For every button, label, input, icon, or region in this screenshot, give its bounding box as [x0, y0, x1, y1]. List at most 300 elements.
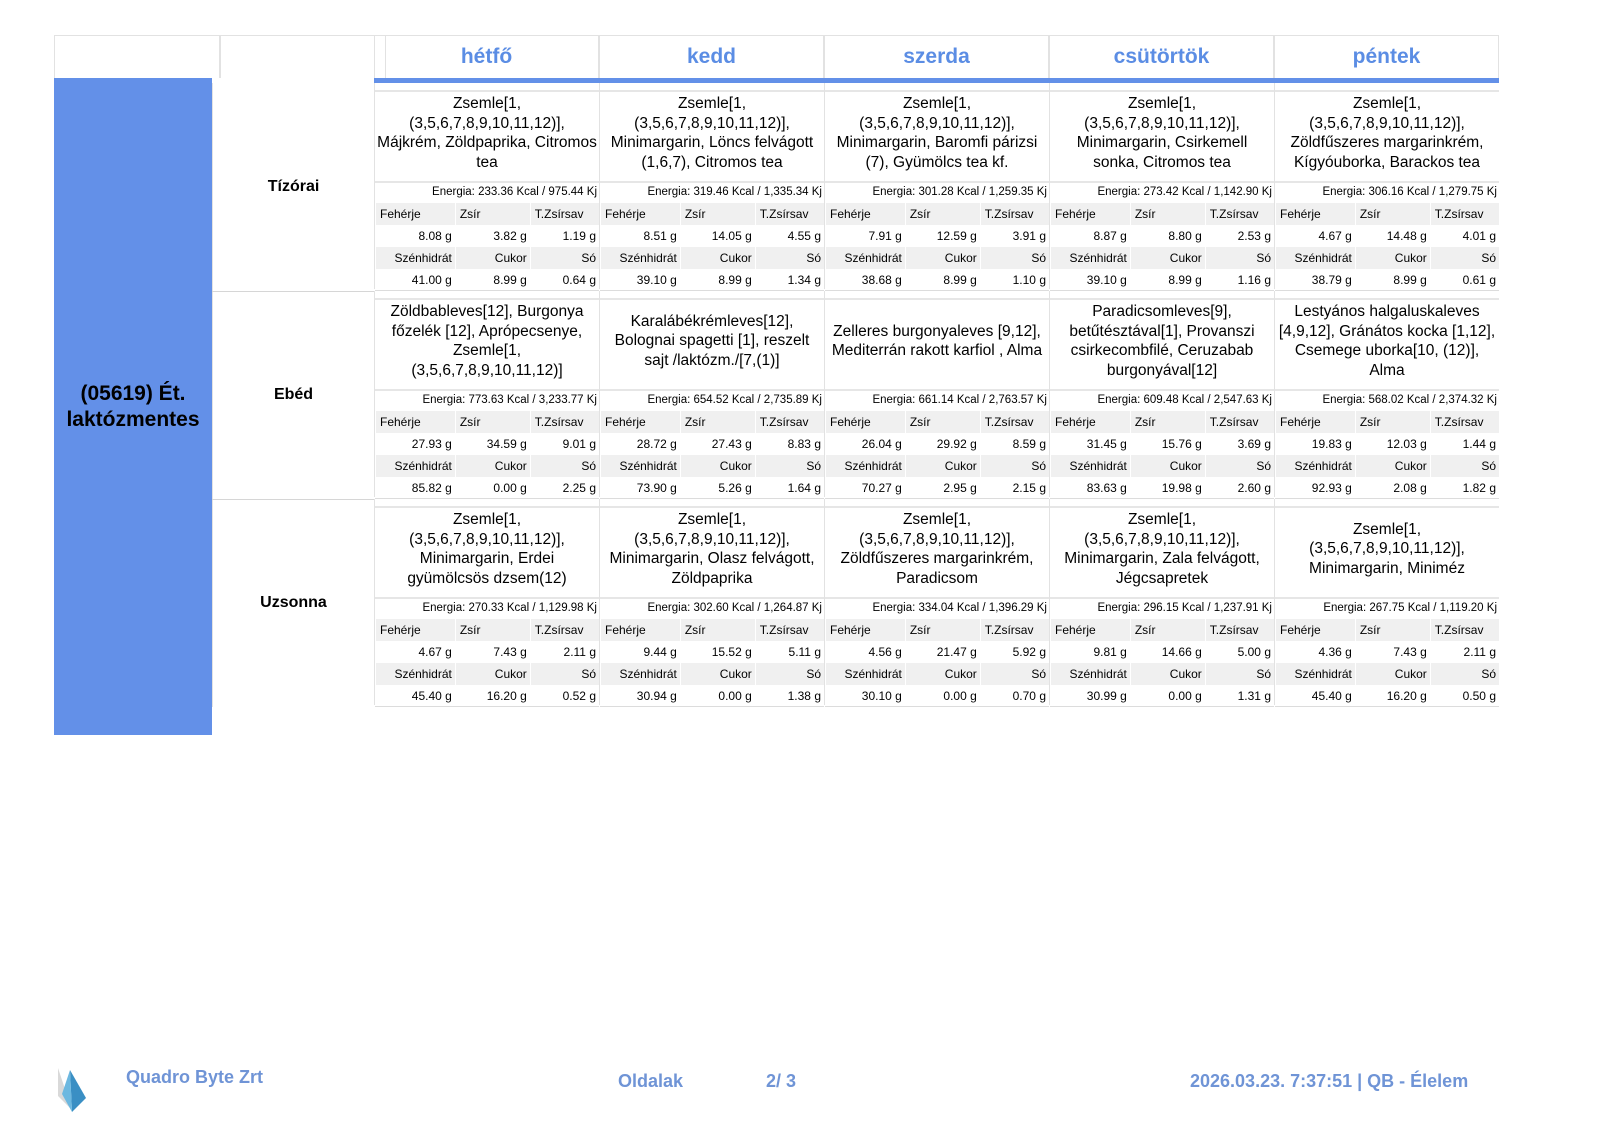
- meal-separator: [212, 499, 374, 500]
- nutrient-label-row-cell: T.Zsírsav: [755, 411, 824, 433]
- nutrient-value-row-cell: 8.99 g: [1355, 269, 1430, 291]
- nutrient-value-row-cell: 1.38 g: [755, 685, 824, 707]
- nutrient-label-row-cell: Zsír: [905, 619, 980, 641]
- menu-cell: [824, 499, 1049, 705]
- energy-value: Energia: 273.42 Kcal / 1,142.90 Kj: [1050, 181, 1274, 202]
- nutrient-value-row-cell: 1.82 g: [1430, 477, 1499, 499]
- nutrient-label-row: [825, 619, 1049, 641]
- menu-description: Zelleres burgonyaleves [9,12], Mediterrán rakott karfiol , Alma: [831, 322, 1043, 359]
- nutrient-label-row-cell: Só: [755, 455, 824, 477]
- nutrient-value-row-cell: 1.16 g: [1205, 269, 1274, 291]
- nutrient-label-row: [1275, 619, 1499, 641]
- menu-cell: [824, 83, 1049, 289]
- menu-cell: [1274, 499, 1499, 705]
- nutrient-value-row: [600, 641, 824, 663]
- nutrient-value-row: [1275, 641, 1499, 663]
- nutrient-value-row: [825, 641, 1049, 663]
- nutrient-label-row-cell: Zsír: [1130, 203, 1205, 225]
- nutrient-label-row-cell: Szénhidrát: [375, 663, 455, 685]
- nutrient-value-row-cell: 0.52 g: [530, 685, 599, 707]
- nutrient-label-row-cell: T.Zsírsav: [530, 203, 599, 225]
- meal-separator: [212, 291, 374, 292]
- nutrient-label-row: [600, 455, 824, 477]
- nutrient-value-row-cell: 38.68 g: [825, 269, 905, 291]
- energy-value: Energia: 306.16 Kcal / 1,279.75 Kj: [1275, 181, 1499, 202]
- nutrient-label-row-cell: Fehérje: [1275, 203, 1355, 225]
- nutrient-label-row-cell: Só: [980, 455, 1049, 477]
- nutrient-label-row-cell: Szénhidrát: [600, 247, 680, 269]
- nutrient-value-row-cell: 8.99 g: [905, 269, 980, 291]
- meal-name: Uzsonna: [212, 499, 374, 707]
- energy-value: Energia: 296.15 Kcal / 1,237.91 Kj: [1050, 597, 1274, 618]
- nutrient-label-row: [375, 411, 599, 433]
- nutrient-label-row: [600, 619, 824, 641]
- nutrient-value-row-cell: 34.59 g: [455, 433, 530, 455]
- day-header: hétfő: [374, 35, 599, 78]
- nutrient-label-row-cell: Cukor: [1130, 247, 1205, 269]
- nutrient-label-row-cell: T.Zsírsav: [755, 619, 824, 641]
- nutrient-label-row-cell: Zsír: [905, 411, 980, 433]
- nutrient-value-row: [1050, 477, 1274, 499]
- nutrient-label-row-cell: T.Zsírsav: [530, 411, 599, 433]
- nutrient-label-row-cell: Szénhidrát: [1050, 455, 1130, 477]
- nutrient-label-row-cell: T.Zsírsav: [1205, 619, 1274, 641]
- nutrient-value-row-cell: 19.83 g: [1275, 433, 1355, 455]
- nutrient-value-row-cell: 30.99 g: [1050, 685, 1130, 707]
- nutrient-label-row-cell: Szénhidrát: [1050, 663, 1130, 685]
- nutrient-value-row-cell: 27.43 g: [680, 433, 755, 455]
- nutrient-label-row: [1050, 619, 1274, 641]
- nutrient-value-row-cell: 8.83 g: [755, 433, 824, 455]
- meal-name: Ebéd: [212, 291, 374, 499]
- nutrient-value-row-cell: 12.59 g: [905, 225, 980, 247]
- energy-value: Energia: 270.33 Kcal / 1,129.98 Kj: [375, 597, 599, 618]
- nutrient-value-row-cell: 31.45 g: [1050, 433, 1130, 455]
- nutrient-label-row: [1050, 203, 1274, 225]
- nutrient-label-row-cell: Zsír: [1130, 411, 1205, 433]
- nutrient-label-row: [1275, 411, 1499, 433]
- nutrient-value-row-cell: 8.08 g: [375, 225, 455, 247]
- day-header: péntek: [1274, 35, 1499, 78]
- nutrient-label-row-cell: Só: [755, 663, 824, 685]
- menu-cell: [1274, 291, 1499, 497]
- nutrient-label-row-cell: Só: [755, 247, 824, 269]
- menu-cell: [599, 83, 824, 289]
- day-header: csütörtök: [1049, 35, 1274, 78]
- nutrient-value-row-cell: 1.31 g: [1205, 685, 1274, 707]
- nutrient-value-row-cell: 39.10 g: [1050, 269, 1130, 291]
- nutrient-value-row-cell: 38.79 g: [1275, 269, 1355, 291]
- nutrient-label-row: [825, 247, 1049, 269]
- nutrient-label-row-cell: Só: [1430, 663, 1499, 685]
- nutrient-label-row-cell: Fehérje: [375, 619, 455, 641]
- nutrient-value-row-cell: 19.98 g: [1130, 477, 1205, 499]
- energy-value: Energia: 319.46 Kcal / 1,335.34 Kj: [600, 181, 824, 202]
- nutrient-value-row-cell: 39.10 g: [600, 269, 680, 291]
- energy-value: Energia: 568.02 Kcal / 2,374.32 Kj: [1275, 389, 1499, 410]
- nutrient-value-row-cell: 70.27 g: [825, 477, 905, 499]
- menu-description: Lestyános halgaluskaleves [4,9,12], Gránátos kocka [1,12], Csemege uborka[10, (12)], Alma: [1278, 303, 1496, 379]
- nutrient-value-row-cell: 5.26 g: [680, 477, 755, 499]
- nutrient-label-row-cell: Só: [1205, 663, 1274, 685]
- nutrient-value-row-cell: 85.82 g: [375, 477, 455, 499]
- nutrient-label-row-cell: Cukor: [455, 455, 530, 477]
- nutrient-value-row-cell: 2.08 g: [1355, 477, 1430, 499]
- menu-table: [54, 35, 1546, 735]
- nutrient-label-row-cell: Cukor: [1130, 663, 1205, 685]
- nutrient-value-row: [375, 477, 599, 499]
- nutrient-label-row-cell: Zsír: [905, 203, 980, 225]
- menu-description: Zsemle[1, (3,5,6,7,8,9,10,11,12)], Zöldfűszeres margarinkrém, Paradicsom: [840, 511, 1034, 587]
- nutrient-label-row-cell: Só: [1205, 455, 1274, 477]
- nutrient-label-row-cell: Szénhidrát: [600, 663, 680, 685]
- nutrient-value-row: [375, 685, 599, 707]
- nutrient-value-row-cell: 83.63 g: [1050, 477, 1130, 499]
- menu-description: Zsemle[1, (3,5,6,7,8,9,10,11,12)], Minimargarin, Baromfi párizsi (7), Gyümölcs tea kf.: [836, 95, 1038, 171]
- nutrient-value-row-cell: 30.94 g: [600, 685, 680, 707]
- page-footer: [0, 1060, 1600, 1120]
- nutrient-label-row-cell: Só: [980, 663, 1049, 685]
- nutrient-value-row: [375, 225, 599, 247]
- nutrient-label-row-cell: Zsír: [680, 411, 755, 433]
- nutrient-value-row-cell: 9.01 g: [530, 433, 599, 455]
- nutrient-value-row: [1050, 641, 1274, 663]
- nutrient-label-row-cell: Cukor: [905, 455, 980, 477]
- nutrient-value-row-cell: 73.90 g: [600, 477, 680, 499]
- menu-description: Zsemle[1, (3,5,6,7,8,9,10,11,12)], Minimargarin, Erdei gyümölcsös dzsem(12): [407, 511, 567, 587]
- pages-label: Oldalak: [618, 1071, 684, 1091]
- menu-cell: [599, 291, 824, 497]
- nutrient-label-row-cell: T.Zsírsav: [1205, 411, 1274, 433]
- nutrient-value-row-cell: 9.81 g: [1050, 641, 1130, 663]
- header-corner-empty: [220, 35, 386, 78]
- menu-description: Zsemle[1, (3,5,6,7,8,9,10,11,12)], Minimargarin, Miniméz: [1309, 520, 1465, 577]
- nutrient-value-row-cell: 4.67 g: [1275, 225, 1355, 247]
- nutrient-label-row-cell: Fehérje: [600, 411, 680, 433]
- nutrient-label-row: [1275, 247, 1499, 269]
- diet-label: (05619) Ét. laktózmentes: [54, 78, 212, 735]
- nutrient-value-row-cell: 8.59 g: [980, 433, 1049, 455]
- nutrient-value-row-cell: 2.53 g: [1205, 225, 1274, 247]
- nutrient-label-row-cell: Só: [530, 247, 599, 269]
- nutrient-label-row-cell: T.Zsírsav: [755, 203, 824, 225]
- nutrient-value-row-cell: 2.95 g: [905, 477, 980, 499]
- nutrient-label-row-cell: Zsír: [680, 619, 755, 641]
- menu-cell: [374, 291, 599, 497]
- energy-value: Energia: 302.60 Kcal / 1,264.87 Kj: [600, 597, 824, 618]
- nutrient-value-row-cell: 0.61 g: [1430, 269, 1499, 291]
- nutrient-label-row-cell: Szénhidrát: [375, 247, 455, 269]
- menu-cell: [374, 83, 599, 289]
- nutrient-label-row-cell: Szénhidrát: [825, 663, 905, 685]
- nutrient-value-row-cell: 14.48 g: [1355, 225, 1430, 247]
- nutrient-value-row-cell: 4.55 g: [755, 225, 824, 247]
- nutrient-value-row-cell: 7.43 g: [1355, 641, 1430, 663]
- nutrient-value-row: [1275, 433, 1499, 455]
- nutrient-label-row-cell: Szénhidrát: [1275, 455, 1355, 477]
- nutrient-value-row-cell: 2.11 g: [1430, 641, 1499, 663]
- day-header: kedd: [599, 35, 824, 78]
- nutrient-label-row-cell: T.Zsírsav: [1430, 203, 1499, 225]
- nutrient-value-row: [1275, 269, 1499, 291]
- nutrient-value-row: [375, 433, 599, 455]
- nutrient-label-row-cell: Szénhidrát: [375, 455, 455, 477]
- energy-value: Energia: 609.48 Kcal / 2,547.63 Kj: [1050, 389, 1274, 410]
- header-corner-empty: [54, 35, 220, 78]
- nutrient-value-row-cell: 0.70 g: [980, 685, 1049, 707]
- nutrient-label-row-cell: Só: [1430, 455, 1499, 477]
- nutrient-value-row: [825, 433, 1049, 455]
- nutrient-value-row-cell: 9.44 g: [600, 641, 680, 663]
- nutrient-label-row-cell: Cukor: [1130, 455, 1205, 477]
- nutrient-value-row: [1050, 225, 1274, 247]
- energy-value: Energia: 773.63 Kcal / 3,233.77 Kj: [375, 389, 599, 410]
- nutrient-value-row-cell: 0.00 g: [1130, 685, 1205, 707]
- nutrient-value-row-cell: 1.10 g: [980, 269, 1049, 291]
- nutrient-label-row-cell: Zsír: [1355, 619, 1430, 641]
- menu-cell: [1049, 83, 1274, 289]
- nutrient-value-row: [825, 269, 1049, 291]
- nutrient-value-row-cell: 21.47 g: [905, 641, 980, 663]
- nutrient-label-row: [1050, 663, 1274, 685]
- nutrient-label-row-cell: Szénhidrát: [600, 455, 680, 477]
- nutrient-value-row-cell: 14.05 g: [680, 225, 755, 247]
- nutrient-value-row-cell: 28.72 g: [600, 433, 680, 455]
- nutrient-value-row-cell: 2.15 g: [980, 477, 1049, 499]
- menu-cell: [1274, 83, 1499, 289]
- nutrient-label-row: [1275, 203, 1499, 225]
- nutrient-value-row-cell: 0.64 g: [530, 269, 599, 291]
- nutrient-label-row-cell: Fehérje: [1050, 619, 1130, 641]
- nutrient-label-row: [375, 663, 599, 685]
- nutrient-value-row-cell: 92.93 g: [1275, 477, 1355, 499]
- page-number: 2/ 3: [766, 1071, 797, 1091]
- nutrient-label-row-cell: Cukor: [1355, 663, 1430, 685]
- nutrient-value-row-cell: 5.11 g: [755, 641, 824, 663]
- menu-description: Karalábékrémleves[12], Bolognai spagetti [1], reszelt sajt /laktózm./[7,(1)]: [614, 312, 810, 369]
- nutrient-value-row-cell: 4.67 g: [375, 641, 455, 663]
- nutrient-value-row: [825, 225, 1049, 247]
- nutrient-label-row: [825, 663, 1049, 685]
- menu-cell: [824, 291, 1049, 497]
- nutrient-value-row-cell: 3.82 g: [455, 225, 530, 247]
- nutrient-value-row: [1275, 225, 1499, 247]
- nutrient-value-row-cell: 41.00 g: [375, 269, 455, 291]
- nutrient-value-row-cell: 30.10 g: [825, 685, 905, 707]
- nutrient-value-row: [1275, 477, 1499, 499]
- nutrient-value-row-cell: 27.93 g: [375, 433, 455, 455]
- menu-cell: [599, 499, 824, 705]
- nutrient-value-row-cell: 0.50 g: [1430, 685, 1499, 707]
- nutrient-value-row: [1050, 685, 1274, 707]
- nutrient-label-row: [375, 203, 599, 225]
- nutrient-value-row: [1275, 685, 1499, 707]
- nutrient-label-row-cell: T.Zsírsav: [1430, 411, 1499, 433]
- nutrient-label-row: [600, 247, 824, 269]
- nutrient-label-row-cell: Zsír: [455, 203, 530, 225]
- nutrient-value-row-cell: 8.51 g: [600, 225, 680, 247]
- menu-description: Zöldbableves[12], Burgonya főzelék [12], Aprópecsenye, Zsemle[1, (3,5,6,7,8,9,10,11,12)]: [390, 303, 584, 379]
- nutrient-value-row: [1050, 433, 1274, 455]
- nutrient-label-row: [375, 247, 599, 269]
- nutrient-value-row-cell: 16.20 g: [455, 685, 530, 707]
- nutrient-value-row: [600, 269, 824, 291]
- nutrient-label-row-cell: Só: [1430, 247, 1499, 269]
- cell-bottom-rule: [375, 706, 599, 707]
- menu-cell: [1049, 291, 1274, 497]
- nutrient-value-row-cell: 0.00 g: [455, 477, 530, 499]
- nutrient-value-row: [600, 433, 824, 455]
- energy-value: Energia: 267.75 Kcal / 1,119.20 Kj: [1275, 597, 1499, 618]
- menu-description: Zsemle[1, (3,5,6,7,8,9,10,11,12)], Zöldfűszeres margarinkrém, Kígyóuborka, Barackos tea: [1290, 95, 1484, 171]
- nutrient-label-row-cell: Cukor: [680, 663, 755, 685]
- nutrient-value-row-cell: 4.56 g: [825, 641, 905, 663]
- company-name: Quadro Byte Zrt: [126, 1067, 264, 1087]
- nutrient-label-row-cell: Zsír: [680, 203, 755, 225]
- nutrient-label-row-cell: Fehérje: [1275, 411, 1355, 433]
- cell-bottom-rule: [825, 706, 1049, 707]
- nutrient-label-row-cell: Zsír: [455, 411, 530, 433]
- nutrient-value-row-cell: 5.00 g: [1205, 641, 1274, 663]
- menu-cell: [374, 499, 599, 705]
- nutrient-label-row-cell: Zsír: [1355, 203, 1430, 225]
- nutrient-label-row-cell: Fehérje: [1050, 411, 1130, 433]
- nutrient-value-row-cell: 1.19 g: [530, 225, 599, 247]
- nutrient-label-row-cell: Cukor: [905, 663, 980, 685]
- nutrient-value-row-cell: 1.44 g: [1430, 433, 1499, 455]
- energy-value: Energia: 301.28 Kcal / 1,259.35 Kj: [825, 181, 1049, 202]
- nutrient-label-row: [825, 203, 1049, 225]
- nutrient-value-row-cell: 16.20 g: [1355, 685, 1430, 707]
- nutrient-value-row: [375, 269, 599, 291]
- nutrient-value-row: [600, 685, 824, 707]
- menu-description: Zsemle[1, (3,5,6,7,8,9,10,11,12)], Minimargarin, Olasz felvágott, Zöldpaprika: [609, 511, 815, 587]
- nutrient-label-row-cell: Szénhidrát: [825, 455, 905, 477]
- nutrient-value-row-cell: 26.04 g: [825, 433, 905, 455]
- energy-value: Energia: 654.52 Kcal / 2,735.89 Kj: [600, 389, 824, 410]
- nutrient-label-row-cell: T.Zsírsav: [980, 203, 1049, 225]
- nutrient-label-row: [600, 203, 824, 225]
- menu-description: Paradicsomleves[9], betűtésztával[1], Provanszi csirkecombfilé, Ceruzabab burgonyával[12]: [1069, 303, 1255, 379]
- nutrient-value-row-cell: 8.87 g: [1050, 225, 1130, 247]
- nutrient-value-row-cell: 8.99 g: [1130, 269, 1205, 291]
- nutrient-label-row-cell: T.Zsírsav: [530, 619, 599, 641]
- nutrient-value-row-cell: 4.36 g: [1275, 641, 1355, 663]
- company-logo-icon: [54, 1066, 88, 1116]
- menu-description: Zsemle[1, (3,5,6,7,8,9,10,11,12)], Minimargarin, Löncs felvágott (1,6,7), Citromos tea: [610, 95, 814, 171]
- nutrient-label-row-cell: Fehérje: [375, 203, 455, 225]
- nutrient-value-row-cell: 15.76 g: [1130, 433, 1205, 455]
- nutrient-label-row: [600, 663, 824, 685]
- nutrient-label-row: [1050, 411, 1274, 433]
- energy-value: Energia: 233.36 Kcal / 975.44 Kj: [375, 181, 599, 202]
- nutrient-label-row-cell: Cukor: [680, 247, 755, 269]
- nutrient-value-row-cell: 0.00 g: [680, 685, 755, 707]
- nutrient-value-row-cell: 2.60 g: [1205, 477, 1274, 499]
- cell-bottom-rule: [1275, 706, 1499, 707]
- nutrient-label-row-cell: Fehérje: [375, 411, 455, 433]
- nutrient-label-row-cell: Szénhidrát: [825, 247, 905, 269]
- nutrient-label-row: [1050, 455, 1274, 477]
- nutrient-label-row: [825, 411, 1049, 433]
- nutrient-value-row: [825, 685, 1049, 707]
- nutrient-value-row-cell: 29.92 g: [905, 433, 980, 455]
- nutrient-value-row: [600, 225, 824, 247]
- energy-value: Energia: 661.14 Kcal / 2,763.57 Kj: [825, 389, 1049, 410]
- nutrient-label-row-cell: Cukor: [455, 247, 530, 269]
- nutrient-label-row: [1275, 663, 1499, 685]
- nutrient-value-row-cell: 3.69 g: [1205, 433, 1274, 455]
- nutrient-value-row-cell: 12.03 g: [1355, 433, 1430, 455]
- nutrient-label-row-cell: Zsír: [1130, 619, 1205, 641]
- nutrient-label-row: [375, 455, 599, 477]
- nutrient-label-row: [1050, 247, 1274, 269]
- nutrient-label-row-cell: Cukor: [455, 663, 530, 685]
- nutrient-value-row: [600, 477, 824, 499]
- nutrient-label-row: [1275, 455, 1499, 477]
- nutrient-value-row-cell: 45.40 g: [375, 685, 455, 707]
- nutrient-label-row-cell: Szénhidrát: [1050, 247, 1130, 269]
- nutrient-label-row-cell: Cukor: [1355, 247, 1430, 269]
- nutrient-label-row-cell: Só: [980, 247, 1049, 269]
- nutrient-value-row-cell: 8.99 g: [680, 269, 755, 291]
- nutrient-label-row-cell: Szénhidrát: [1275, 663, 1355, 685]
- nutrient-label-row-cell: Fehérje: [825, 203, 905, 225]
- cell-bottom-rule: [600, 706, 824, 707]
- energy-value: Energia: 334.04 Kcal / 1,396.29 Kj: [825, 597, 1049, 618]
- menu-description: Zsemle[1, (3,5,6,7,8,9,10,11,12)], Minimargarin, Csirkemell sonka, Citromos tea: [1076, 95, 1248, 171]
- menu-cell: [1049, 499, 1274, 705]
- nutrient-value-row-cell: 2.11 g: [530, 641, 599, 663]
- meal-name: Tízórai: [212, 83, 374, 291]
- cell-bottom-rule: [1050, 706, 1274, 707]
- nutrient-label-row-cell: T.Zsírsav: [1205, 203, 1274, 225]
- nutrient-label-row-cell: Fehérje: [825, 619, 905, 641]
- menu-description: Zsemle[1, (3,5,6,7,8,9,10,11,12)], Májkrém, Zöldpaprika, Citromos tea: [377, 95, 597, 171]
- nutrient-value-row-cell: 1.64 g: [755, 477, 824, 499]
- nutrient-label-row-cell: Zsír: [455, 619, 530, 641]
- nutrient-value-row-cell: 45.40 g: [1275, 685, 1355, 707]
- nutrient-value-row-cell: 7.91 g: [825, 225, 905, 247]
- nutrient-value-row-cell: 8.99 g: [455, 269, 530, 291]
- nutrient-label-row: [600, 411, 824, 433]
- nutrient-value-row-cell: 14.66 g: [1130, 641, 1205, 663]
- nutrient-label-row: [375, 619, 599, 641]
- nutrient-label-row-cell: Fehérje: [1275, 619, 1355, 641]
- nutrient-label-row-cell: Só: [530, 455, 599, 477]
- nutrient-label-row-cell: Fehérje: [600, 203, 680, 225]
- nutrient-label-row-cell: Zsír: [1355, 411, 1430, 433]
- nutrient-label-row-cell: Só: [1205, 247, 1274, 269]
- nutrient-label-row: [825, 455, 1049, 477]
- nutrient-value-row-cell: 4.01 g: [1430, 225, 1499, 247]
- nutrient-value-row-cell: 8.80 g: [1130, 225, 1205, 247]
- menu-description: Zsemle[1, (3,5,6,7,8,9,10,11,12)], Minimargarin, Zala felvágott, Jégcsapretek: [1064, 511, 1260, 587]
- nutrient-label-row-cell: T.Zsírsav: [980, 619, 1049, 641]
- nutrient-value-row: [375, 641, 599, 663]
- nutrient-label-row-cell: Fehérje: [600, 619, 680, 641]
- day-header: szerda: [824, 35, 1049, 78]
- nutrient-label-row-cell: Fehérje: [825, 411, 905, 433]
- nutrient-value-row: [1050, 269, 1274, 291]
- nutrient-value-row-cell: 0.00 g: [905, 685, 980, 707]
- nutrient-label-row-cell: Szénhidrát: [1275, 247, 1355, 269]
- print-timestamp: 2026.03.23. 7:37:51 | QB - Élelem: [1190, 1071, 1469, 1091]
- nutrient-label-row-cell: T.Zsírsav: [980, 411, 1049, 433]
- nutrient-value-row: [825, 477, 1049, 499]
- nutrient-label-row-cell: Só: [530, 663, 599, 685]
- nutrient-value-row-cell: 15.52 g: [680, 641, 755, 663]
